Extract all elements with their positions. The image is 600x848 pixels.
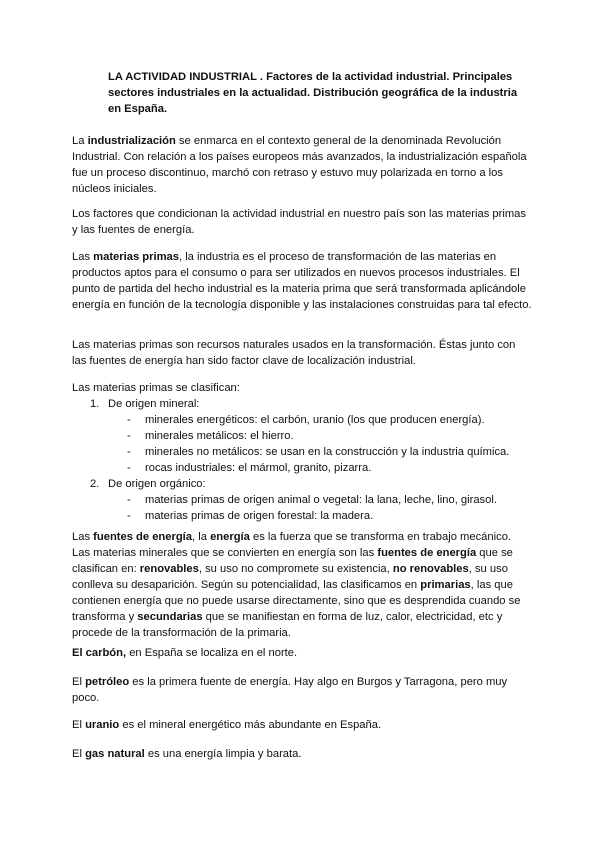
paragraph-carbon: [72, 645, 532, 661]
list-dash: -: [127, 446, 131, 458]
paragraph-materias-primas: [72, 249, 532, 313]
list-subitem-text: minerales energéticos: el carbón, uranio (los que producen energía).: [145, 414, 485, 426]
list-item-mineral: [90, 396, 199, 412]
text-run: , la industria es el proceso de transformación de las materias en productos aptos para el consumo o para ser utilizados en nuevos procesos industriales. El punto de partida del hecho industrial es la materia prima que será transformada aplicándole energía en función de la tecnología disponible y las instalaciones construidas para tal efecto.: [72, 251, 532, 311]
list-dash: -: [127, 510, 131, 522]
text-run: que se clasifican en:: [72, 547, 513, 575]
list-subitem: [127, 444, 509, 460]
page-title: LA ACTIVIDAD INDUSTRIAL . Factores de la actividad industrial. Principales sectores industriales en la actualidad. Distribución geográfica de la industria en España.: [108, 71, 518, 115]
text-run: es el mineral energético más abundante en España.: [119, 719, 382, 731]
list-subitem: [127, 428, 294, 444]
list-subitem-text: materias primas de origen forestal: la madera.: [145, 510, 374, 522]
list-subitem-text: materias primas de origen animal o vegetal: la lana, leche, lino, girasol.: [145, 494, 497, 506]
list-subitem-text: minerales metálicos: el hierro.: [145, 430, 294, 442]
paragraph-gas-natural: [72, 746, 532, 762]
paragraph-recursos: Las materias primas son recursos naturales usados en la transformación. Éstas junto con las fuentes de energía han sido factor clave de localización industrial.: [72, 339, 516, 367]
text-run: Las: [72, 251, 94, 263]
text-run: que se manifiestan en forma de luz, calor, electricidad, etc y procede de la transformación de la primaria.: [72, 611, 503, 639]
text-run: en España se localiza en el norte.: [126, 647, 298, 659]
text-run: es la primera fuente de energía. Hay algo en Burgos y Tarragona, pero muy poco.: [72, 676, 508, 704]
bold-term: materias primas: [93, 251, 179, 263]
bold-term: no renovables: [392, 563, 469, 575]
text-run: El: [72, 676, 86, 688]
text-run: , la: [192, 531, 211, 543]
text-run: es una energía limpia y barata.: [144, 748, 302, 760]
list-number: 2.: [90, 478, 100, 490]
paragraph-petroleo: [72, 674, 532, 706]
paragraph-fuentes-energia: [72, 529, 532, 641]
bold-term: primarias: [420, 579, 471, 591]
bold-term: gas natural: [85, 748, 145, 760]
paragraph-factores: Los factores que condicionan la actividad industrial en nuestro país son las materias primas y las fuentes de energía.: [72, 208, 526, 236]
list-dash: -: [127, 494, 131, 506]
bold-term: secundarias: [137, 611, 203, 623]
text-run: es la fuerza que se transforma en trabajo mecánico. Las materias minerales que se convierten en energía son las: [72, 531, 512, 559]
text-run: El: [72, 748, 86, 760]
bold-term: industrialización: [87, 135, 176, 147]
paragraph-clasifican: Las materias primas se clasifican:: [72, 382, 240, 394]
list-dash: -: [127, 430, 131, 442]
list-subitem: [127, 492, 497, 508]
bold-term: renovables: [139, 563, 199, 575]
text-run: La: [72, 135, 88, 147]
list-subitem: [127, 412, 485, 428]
bold-term: uranio: [85, 719, 120, 731]
bold-term: El carbón,: [72, 647, 127, 659]
text-run: , las que contienen energía que no puede usarse directamente, sino que es desprendida cuando se transforma y: [72, 579, 521, 623]
paragraph-industrializacion: [72, 133, 532, 197]
list-subitem: [127, 508, 373, 524]
bold-term: petróleo: [85, 676, 130, 688]
list-subitem: [127, 460, 371, 476]
list-number: 1.: [90, 398, 100, 410]
list-dash: -: [127, 462, 131, 474]
bold-term: energía: [210, 531, 250, 543]
text-run: , su uso no compromete su existencia,: [198, 563, 393, 575]
text-run: se enmarca en el contexto general de la denominada Revolución Industrial. Con relación a los países europeos más avanzados, la industrialización española fue un proceso discontinuo, marchó con retraso y estuvo muy polarizada en torno a los núcleos iniciales.: [72, 135, 527, 195]
list-dash: -: [127, 414, 131, 426]
paragraph-uranio: [72, 717, 532, 733]
text-run: , su uso conlleva su desaparición. Según su potencialidad, las clasificamos en: [72, 563, 508, 591]
text-run: Las: [72, 531, 94, 543]
list-subitem-text: minerales no metálicos: se usan en la construcción y la industria química.: [145, 446, 510, 458]
list-label: De origen mineral:: [108, 398, 200, 410]
list-label: De origen orgánico:: [108, 478, 206, 490]
text-run: El: [72, 719, 86, 731]
list-item-organico: [90, 476, 206, 492]
bold-term: fuentes de energía: [377, 547, 477, 559]
list-subitem-text: rocas industriales: el mármol, granito, pizarra.: [145, 462, 372, 474]
bold-term: fuentes de energía: [93, 531, 193, 543]
